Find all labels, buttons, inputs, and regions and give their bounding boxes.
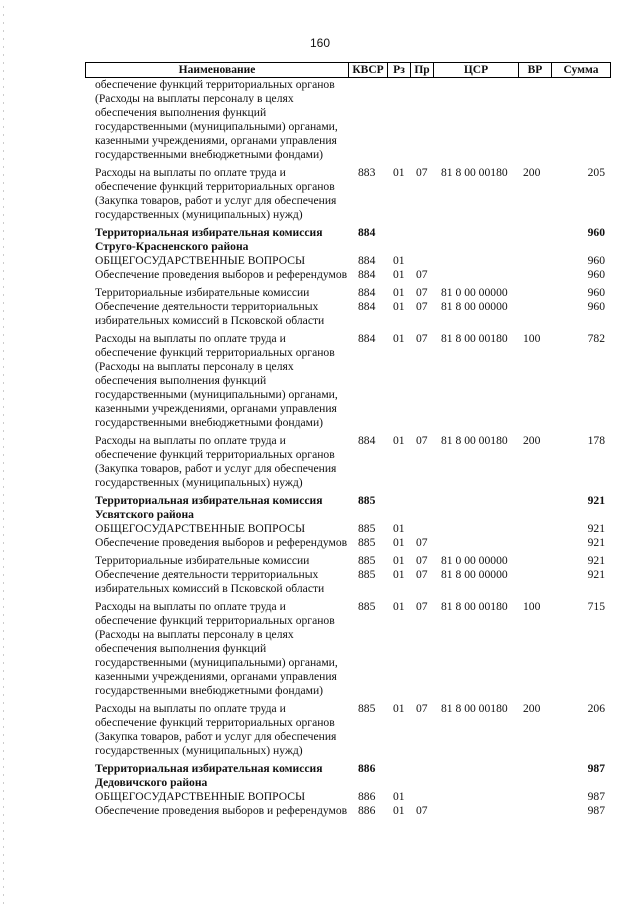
- row-sum: 921: [587, 522, 605, 535]
- row-sum: 206: [587, 702, 605, 715]
- row-rz: 01: [393, 804, 405, 817]
- header-pr: Пр: [414, 64, 430, 76]
- row-vr: 200: [523, 702, 541, 715]
- row-rz: 01: [393, 286, 405, 299]
- row-kvsr: 884: [358, 300, 376, 313]
- row-kvsr: 884: [358, 268, 376, 281]
- row-csr: 81 8 00 00180: [441, 434, 508, 447]
- row-pr: 07: [416, 166, 428, 179]
- row-kvsr: 885: [358, 600, 376, 613]
- row-csr: 81 8 00 00180: [441, 332, 508, 345]
- table-row: [0, 226, 640, 254]
- row-kvsr: 885: [358, 536, 376, 549]
- table-row: [0, 300, 640, 328]
- row-name: Обеспечение деятельности территориальных избирательных комиссий в Псковской области: [95, 568, 325, 595]
- table-body: [0, 78, 640, 818]
- row-csr: 81 0 00 00000: [441, 286, 508, 299]
- row-name: обеспечение функций территориальных органов (Расходы на выплаты персоналу в целях обеспечения выполнения функций государственными (муниципальными) органами, казенными учреждениями, органами управления государственными внебюджетными фондами): [95, 78, 338, 161]
- table-row: [0, 554, 640, 568]
- row-rz: 01: [393, 268, 405, 281]
- row-name: Расходы на выплаты по оплате труда и обеспечение функций территориальных органов (Расходы на выплаты персоналу в целях обеспечения выполнения функций государственными (муниципальными) органами, казенными учреждениями, органами управления государственными внебюджетными фондами): [95, 332, 338, 429]
- table-row: [0, 332, 640, 430]
- row-rz: 01: [393, 434, 405, 447]
- table-row: [0, 568, 640, 596]
- row-kvsr: 884: [358, 434, 376, 447]
- row-vr: 200: [523, 166, 541, 179]
- row-name: Расходы на выплаты по оплате труда и обеспечение функций территориальных органов (Расходы на выплаты персоналу в целях обеспечения выполнения функций государственными (муниципальными) органами, казенными учреждениями, органами управления государственными внебюджетными фондами): [95, 600, 338, 697]
- row-vr: 100: [523, 600, 541, 613]
- row-pr: 07: [416, 300, 428, 313]
- row-kvsr: 885: [358, 494, 376, 507]
- table-header: [85, 62, 611, 78]
- row-pr: 07: [416, 434, 428, 447]
- row-sum: 987: [587, 762, 605, 775]
- header-vr: ВР: [527, 64, 543, 76]
- row-sum: 921: [587, 568, 605, 581]
- row-vr: 100: [523, 332, 541, 345]
- table-row: [0, 600, 640, 698]
- row-sum: 715: [587, 600, 605, 613]
- row-rz: 01: [393, 300, 405, 313]
- table-row: [0, 254, 640, 268]
- row-name: Территориальные избирательные комиссии: [95, 286, 310, 299]
- header-csr: ЦСР: [463, 64, 489, 76]
- row-sum: 921: [587, 536, 605, 549]
- row-name: Обеспечение деятельности территориальных избирательных комиссий в Псковской области: [95, 300, 325, 327]
- row-pr: 07: [416, 332, 428, 345]
- row-name: Территориальная избирательная комиссия Усвятского района: [95, 494, 323, 521]
- table-row: [0, 790, 640, 804]
- row-sum: 178: [587, 434, 605, 447]
- row-kvsr: 885: [358, 522, 376, 535]
- row-sum: 987: [587, 804, 605, 817]
- row-pr: 07: [416, 536, 428, 549]
- row-rz: 01: [393, 702, 405, 715]
- header-kvsr: КВСР: [352, 64, 384, 76]
- row-rz: 01: [393, 166, 405, 179]
- row-sum: 782: [587, 332, 605, 345]
- row-kvsr: 885: [358, 568, 376, 581]
- row-rz: 01: [393, 600, 405, 613]
- row-name: Расходы на выплаты по оплате труда и обеспечение функций территориальных органов (Закупка товаров, работ и услуг для обеспечения государственных (муниципальных) нужд): [95, 166, 337, 221]
- row-kvsr: 886: [358, 762, 376, 775]
- row-kvsr: 884: [358, 332, 376, 345]
- row-kvsr: 886: [358, 790, 376, 803]
- row-csr: 81 8 00 00180: [441, 600, 508, 613]
- row-csr: 81 8 00 00000: [441, 568, 508, 581]
- table-row: [0, 762, 640, 790]
- row-name: ОБЩЕГОСУДАРСТВЕННЫЕ ВОПРОСЫ: [95, 790, 306, 803]
- row-pr: 07: [416, 568, 428, 581]
- row-rz: 01: [393, 554, 405, 567]
- row-pr: 07: [416, 702, 428, 715]
- row-rz: 01: [393, 536, 405, 549]
- row-rz: 01: [393, 790, 405, 803]
- row-rz: 01: [393, 332, 405, 345]
- row-kvsr: 884: [358, 286, 376, 299]
- row-pr: 07: [416, 554, 428, 567]
- row-csr: 81 8 00 00180: [441, 702, 508, 715]
- table-row: [0, 522, 640, 536]
- row-vr: 200: [523, 434, 541, 447]
- row-rz: 01: [393, 568, 405, 581]
- table-row: [0, 536, 640, 550]
- table-row: [0, 434, 640, 490]
- row-pr: 07: [416, 286, 428, 299]
- row-sum: 960: [587, 286, 605, 299]
- row-kvsr: 883: [358, 166, 376, 179]
- row-name: Территориальные избирательные комиссии: [95, 554, 310, 567]
- row-rz: 01: [393, 522, 405, 535]
- header-sum: Сумма: [563, 64, 599, 76]
- row-name: Расходы на выплаты по оплате труда и обеспечение функций территориальных органов (Закупка товаров, работ и услуг для обеспечения государственных (муниципальных) нужд): [95, 702, 337, 757]
- row-name: Территориальная избирательная комиссия Дедовичского района: [95, 762, 323, 789]
- row-sum: 960: [587, 300, 605, 313]
- row-pr: 07: [416, 804, 428, 817]
- row-kvsr: 885: [358, 702, 376, 715]
- row-kvsr: 884: [358, 254, 376, 267]
- table-row: [0, 804, 640, 818]
- row-csr: 81 8 00 00180: [441, 166, 508, 179]
- row-sum: 921: [587, 494, 605, 507]
- header-rz: Рз: [393, 64, 405, 76]
- row-name: Территориальная избирательная комиссия Струго-Красненского района: [95, 226, 323, 253]
- row-csr: 81 0 00 00000: [441, 554, 508, 567]
- row-name: Обеспечение проведения выборов и референдумов: [95, 536, 348, 549]
- row-rz: 01: [393, 254, 405, 267]
- header-name: Наименование: [178, 64, 256, 76]
- page-number: 160: [309, 36, 331, 50]
- table-row: [0, 702, 640, 758]
- row-kvsr: 885: [358, 554, 376, 567]
- row-sum: 987: [587, 790, 605, 803]
- table-row: [0, 166, 640, 222]
- table-row: [0, 78, 640, 162]
- row-pr: 07: [416, 600, 428, 613]
- row-pr: 07: [416, 268, 428, 281]
- table-row: [0, 494, 640, 522]
- table-row: [0, 268, 640, 282]
- row-name: Обеспечение проведения выборов и референдумов: [95, 804, 348, 817]
- row-name: Расходы на выплаты по оплате труда и обеспечение функций территориальных органов (Закупка товаров, работ и услуг для обеспечения государственных (муниципальных) нужд): [95, 434, 337, 489]
- row-sum: 960: [587, 254, 605, 267]
- row-name: Обеспечение проведения выборов и референдумов: [95, 268, 348, 281]
- row-sum: 960: [587, 226, 605, 239]
- row-sum: 205: [587, 166, 605, 179]
- row-kvsr: 884: [358, 226, 376, 239]
- row-csr: 81 8 00 00000: [441, 300, 508, 313]
- row-kvsr: 886: [358, 804, 376, 817]
- row-name: ОБЩЕГОСУДАРСТВЕННЫЕ ВОПРОСЫ: [95, 522, 306, 535]
- row-sum: 921: [587, 554, 605, 567]
- row-name: ОБЩЕГОСУДАРСТВЕННЫЕ ВОПРОСЫ: [95, 254, 306, 267]
- table-row: [0, 286, 640, 300]
- row-sum: 960: [587, 268, 605, 281]
